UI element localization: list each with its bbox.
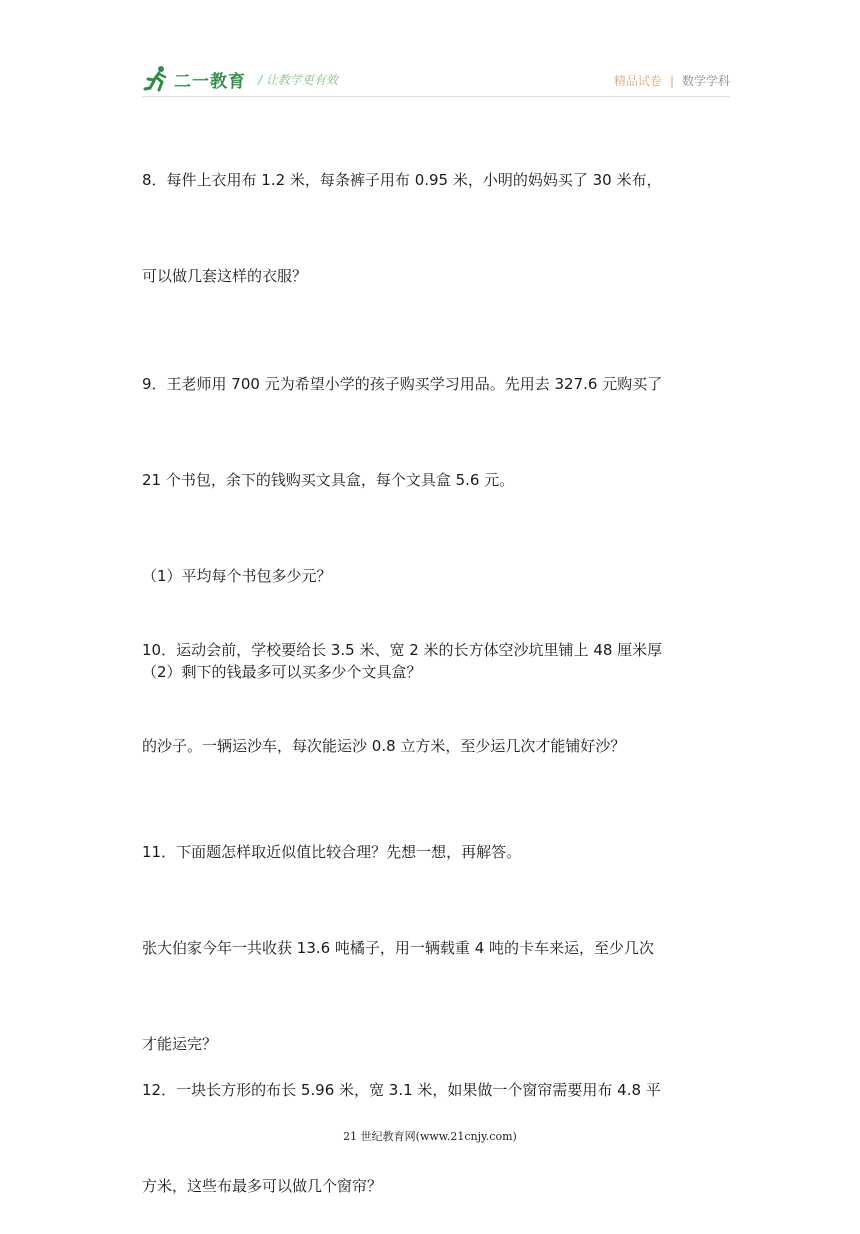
question-line: 的沙子。一辆运沙车，每次能运沙 0.8 立方米，至少运几次才能铺好沙？ (142, 737, 626, 755)
header-divider (142, 96, 730, 97)
question-line: 张大伯家今年一共收获 13.6 吨橘子，用一辆载重 4 吨的卡车来运，至少几次 (142, 939, 655, 957)
header-subject: 数学学科 (681, 74, 730, 88)
brand-logo (142, 64, 338, 94)
header-tag: 精品试卷 (613, 74, 662, 88)
question-line: 方米，这些布最多可以做几个窗帘？ (142, 1177, 383, 1195)
header-separator: | (669, 73, 674, 88)
question-8 (142, 100, 732, 324)
question-line: （1）平均每个书包多少元？ (142, 567, 332, 585)
question-line: 21 个书包，余下的钱购买文具盒，每个文具盒 5.6 元。 (142, 471, 515, 489)
question-line: 10．运动会前，学校要给长 3.5 米、宽 2 米的长方体空沙坑里铺上 48 厘米厚 (142, 641, 663, 659)
runner-logo-icon (142, 64, 172, 94)
question-line: 才能运完？ (142, 1035, 218, 1053)
question-12 (142, 1010, 732, 1234)
question-line: 可以做几套这样的衣服？ (142, 267, 308, 285)
question-line: 9．王老师用 700 元为希望小学的孩子购买学习用品。先用去 327.6 元购买了 (142, 375, 663, 393)
logo-text: 二一教育 (174, 71, 246, 92)
page-footer: 21 世纪教育网(www.21cnjy.com) (343, 1130, 517, 1143)
logo-slogan: / 让教学更有效 (258, 72, 338, 87)
question-10 (142, 570, 732, 794)
question-line: 12．一块长方形的布长 5.96 米，宽 3.1 米，如果做一个窗帘需要用布 4.8 平 (142, 1081, 661, 1099)
page-header (142, 64, 730, 100)
question-line: 8．每件上衣用布 1.2 米，每条裤子用布 0.95 米，小明的妈妈买了 30 米布， (142, 171, 662, 189)
question-line: （2）剩下的钱最多可以买多少个文具盒？ (142, 663, 422, 681)
question-line: 11．下面题怎样取近似值比较合理？先想一想，再解答。 (142, 843, 522, 861)
header-meta (614, 72, 730, 89)
